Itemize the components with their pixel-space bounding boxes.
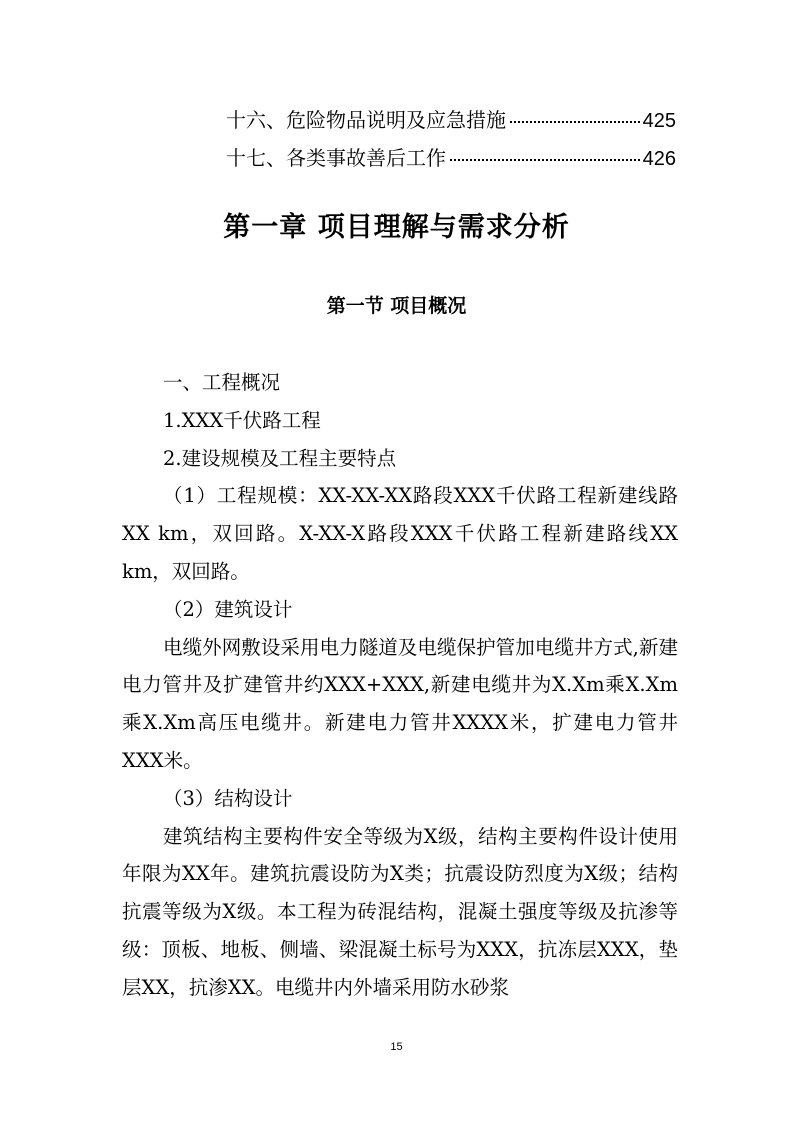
toc-entry-title: 十六、危险物品说明及应急措施 bbox=[226, 108, 506, 132]
toc-leader-dots bbox=[450, 159, 640, 161]
toc-entry-page: 426 bbox=[642, 148, 676, 170]
paragraph: 电缆外网敷设采用电力隧道及电缆保护管加电缆井方式,新建电力管井及扩建管井约XXX+XXX,新建电缆井为X.Xm乘X.Xm乘X.Xm高压电缆井。新建电力管井XXXX米，扩建电力管井XXX米。 bbox=[122, 635, 678, 772]
subheading: （3）结构设计 bbox=[163, 786, 293, 810]
chapter-title: 第一章 项目理解与需求分析 bbox=[223, 212, 570, 243]
page-number: 15 bbox=[390, 1041, 403, 1053]
toc-leader-dots bbox=[510, 121, 640, 123]
toc-entry-page: 425 bbox=[642, 110, 676, 132]
subheading: （2）建筑设计 bbox=[163, 597, 293, 621]
paragraph: （1）工程规模：XX-XX-XX路段XXX千伏路工程新建线路XX km，双回路。X-XX-X路段XXX千伏路工程新建路线XX km，双回路。 bbox=[122, 484, 678, 583]
toc-entry-title: 十七、各类事故善后工作 bbox=[226, 146, 446, 170]
toc-entry[interactable] bbox=[226, 104, 676, 142]
table-of-contents bbox=[226, 104, 676, 180]
toc-entry[interactable] bbox=[226, 142, 676, 180]
heading-project-overview: 一、工程概况 bbox=[163, 371, 281, 394]
section-title: 第一节 项目概况 bbox=[326, 295, 467, 317]
list-item: 2.建设规模及工程主要特点 bbox=[163, 446, 397, 470]
paragraph: 建筑结构主要构件安全等级为X级，结构主要构件设计使用年限为XX年。建筑抗震设防为X类；抗震设防烈度为X级；结构抗震等级为X级。本工程为砖混结构，混凝土强度等级及抗渗等级：顶板、地板、侧墙、梁混凝土标号为XXX，抗冻层XXX，垫层XX，抗渗XX。电缆井内外墙采用防水砂浆 bbox=[122, 824, 678, 999]
list-item: 1.XXX千伏路工程 bbox=[163, 408, 321, 432]
body-text bbox=[122, 364, 678, 1007]
